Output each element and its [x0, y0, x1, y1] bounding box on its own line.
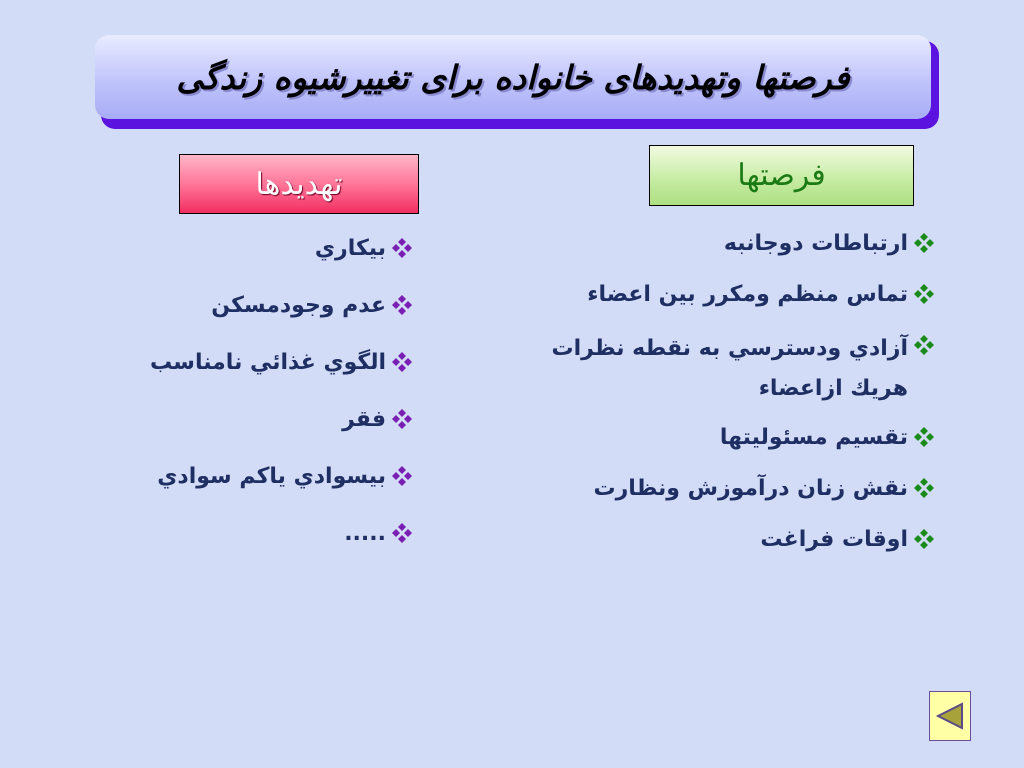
list-item: [536, 278, 936, 311]
list-item-text: الگوي غذائي نامناسب: [150, 350, 386, 375]
list-item-text: آزادي ودسترسي به نقطه نظرات هريك ازاعضاء: [551, 336, 908, 401]
list-item-text: تماس منظم ومكرر بين اعضاء: [587, 282, 908, 307]
opportunities-list: [536, 227, 936, 574]
list-item-text: تقسيم مسئوليتها: [719, 425, 908, 450]
list-item: [536, 329, 936, 409]
previous-slide-triangle-icon: [934, 701, 966, 731]
list-item-text: عدم وجودمسكن: [211, 293, 386, 318]
list-item-text: بيكاري: [314, 236, 386, 261]
list-item: [114, 346, 414, 379]
list-item: [114, 232, 414, 265]
previous-slide-button[interactable]: [929, 691, 971, 741]
list-item-text: ارتباطات دوجانبه: [723, 231, 908, 256]
list-item-text: اوقات فراغت: [760, 527, 908, 552]
slide-title: فرصتها وتهديدهاى خانواده براى تغييرشيوه زندگى: [176, 57, 850, 97]
list-item: [114, 460, 414, 493]
list-item: [114, 517, 414, 550]
four-diamond-bullet-icon: [912, 425, 936, 449]
four-diamond-bullet-icon: [390, 293, 414, 317]
four-diamond-bullet-icon: [912, 231, 936, 255]
title-banner: [95, 35, 931, 119]
list-item: [536, 421, 936, 454]
four-diamond-bullet-icon: [390, 350, 414, 374]
four-diamond-bullet-icon: [912, 476, 936, 500]
list-item: [536, 227, 936, 260]
threats-header: [179, 154, 419, 214]
four-diamond-bullet-icon: [912, 282, 936, 306]
threats-header-label: تهديدها: [255, 166, 343, 202]
four-diamond-bullet-icon: [390, 521, 414, 545]
list-item-text: فقر: [342, 407, 386, 432]
threats-list: [114, 232, 414, 574]
list-item: [536, 523, 936, 556]
opportunities-header-label: فرصتها: [737, 158, 826, 193]
four-diamond-bullet-icon: [912, 527, 936, 551]
list-item: [114, 403, 414, 436]
list-item-text: .....: [344, 521, 386, 546]
opportunities-header: [649, 145, 914, 206]
list-item: [114, 289, 414, 322]
list-item-text: بيسوادي ياكم سوادي: [157, 464, 386, 489]
four-diamond-bullet-icon: [390, 236, 414, 260]
four-diamond-bullet-icon: [390, 407, 414, 431]
list-item: [536, 472, 936, 505]
list-item-text: نقش زنان درآموزش ونظارت: [593, 476, 908, 501]
four-diamond-bullet-icon: [912, 333, 936, 357]
four-diamond-bullet-icon: [390, 464, 414, 488]
